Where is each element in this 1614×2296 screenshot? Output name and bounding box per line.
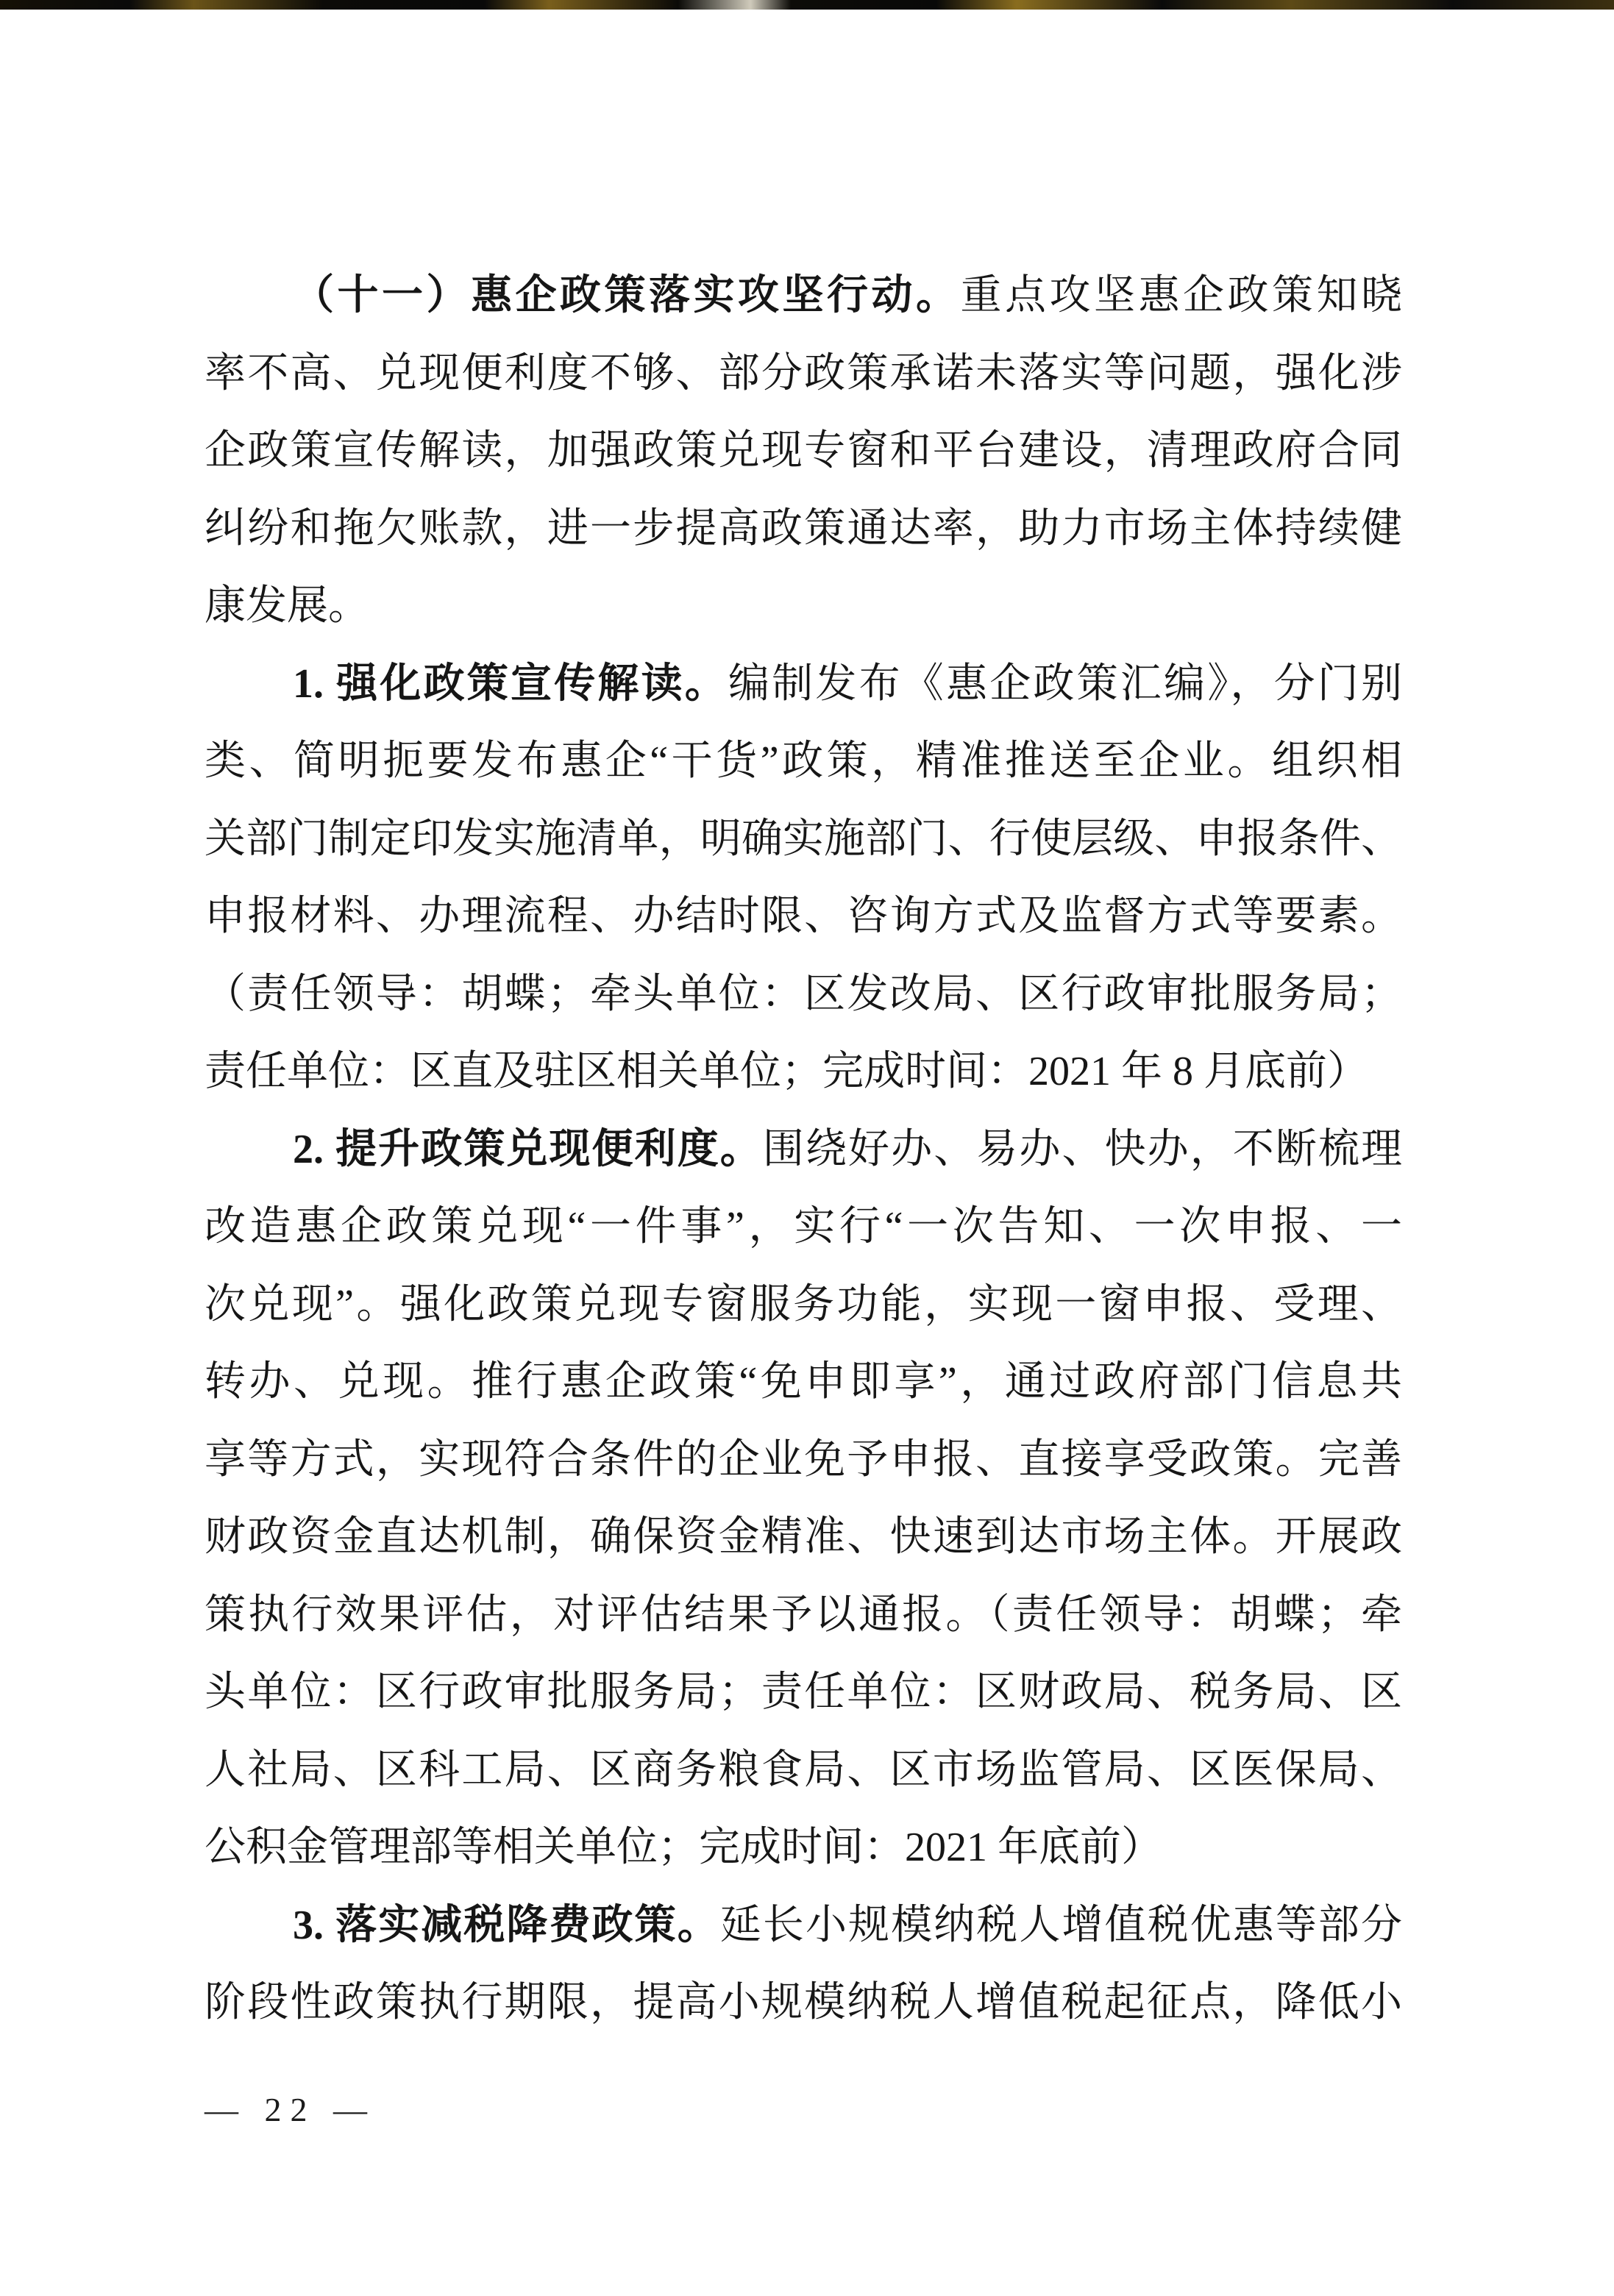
text-run: （责任领导：胡蝶；牵头单位：区发改局、区行政审批服务局；: [205, 971, 1402, 1017]
text-run: 责任单位：区直及驻区相关单位；完成时间：2021 年 8 月底前）: [205, 1049, 1368, 1094]
text-run: 转办、兑现。推行惠企政策“免申即享”，通过政府部门信息共: [205, 1359, 1402, 1405]
text-run: 申报材料、办理流程、办结时限、咨询方式及监督方式等要素。: [205, 894, 1402, 939]
text-line: [205, 878, 1402, 956]
text-run: 编制发布《惠企政策汇编》，分门别: [728, 660, 1402, 707]
text-line: [205, 1422, 1402, 1500]
text-run: 关部门制定印发实施清单，明确实施部门、行使层级、申报条件、: [205, 816, 1402, 862]
text-line: [205, 1964, 1402, 2042]
text-run: 改造惠企政策兑现“一件事”，实行“一次告知、一次申报、一: [205, 1204, 1402, 1249]
text-run: 人社局、区科工局、区商务粮食局、区市场监管局、区医保局、: [205, 1747, 1402, 1793]
scan-artifact-band: [0, 0, 1614, 10]
text-run: 头单位：区行政审批服务局；责任单位：区财政局、税务局、区: [205, 1669, 1402, 1715]
page-footer: [205, 2090, 376, 2129]
text-line: [205, 491, 1402, 568]
text-run: 财政资金直达机制，确保资金精准、快速到达市场主体。开展政: [205, 1514, 1402, 1560]
text-run: 率不高、兑现便利度不够、部分政策承诺未落实等问题，强化涉: [205, 350, 1402, 396]
text-line: [205, 413, 1402, 491]
text-run: 享等方式，实现符合条件的企业免予申报、直接享受政策。完善: [205, 1436, 1402, 1483]
text-run: 围绕好办、易办、快办，不断梳理: [762, 1126, 1403, 1172]
text-line: [205, 1499, 1402, 1577]
text-run: 公积金管理部等相关单位；完成时间：2021 年底前）: [205, 1825, 1162, 1870]
text-line: [205, 568, 1402, 646]
text-line: [205, 257, 1402, 335]
item-heading-run: 3. 落实减税降费政策。: [293, 1902, 720, 1948]
document-body: [205, 257, 1402, 2042]
text-run: 策执行效果评估，对评估结果予以通报。（责任领导：胡蝶；牵: [205, 1591, 1402, 1638]
text-line: [205, 1111, 1402, 1189]
text-run: 延长小规模纳税人增值税优惠等部分: [719, 1902, 1403, 1948]
text-line: [205, 956, 1402, 1034]
text-line: [205, 1887, 1402, 1965]
text-line: [205, 1266, 1402, 1344]
text-line: [205, 1344, 1402, 1422]
section-heading-run: （十一）惠企政策落实攻坚行动。: [293, 273, 961, 318]
text-run: 次兑现”。强化政策兑现专窗服务功能，实现一窗申报、受理、: [205, 1281, 1402, 1327]
text-line: [205, 723, 1402, 801]
text-line: [205, 1654, 1402, 1732]
text-line: [205, 1577, 1402, 1655]
text-line: [205, 801, 1402, 879]
text-line: [205, 1732, 1402, 1810]
text-run: 阶段性政策执行期限，提高小规模纳税人增值税起征点，降低小: [205, 1980, 1402, 2025]
item-heading-run: 2. 提升政策兑现便利度。: [293, 1126, 763, 1172]
page-number: — 22 —: [205, 2091, 376, 2128]
item-heading-run: 1. 强化政策宣传解读。: [293, 660, 728, 707]
text-line: [205, 646, 1402, 724]
text-run: 纠纷和拖欠账款，进一步提高政策通达率，助力市场主体持续健: [205, 505, 1402, 552]
text-line: [205, 335, 1402, 413]
text-run: 类、简明扼要发布惠企“干货”政策，精准推送至企业。组织相: [205, 738, 1402, 784]
text-line: [205, 1188, 1402, 1266]
text-line: [205, 1809, 1402, 1887]
text-run: 重点攻坚惠企政策知晓: [960, 273, 1402, 318]
text-run: 企政策宣传解读，加强政策兑现专窗和平台建设，清理政府合同: [205, 428, 1402, 474]
text-line: [205, 1033, 1402, 1111]
text-run: 康发展。: [205, 583, 369, 629]
